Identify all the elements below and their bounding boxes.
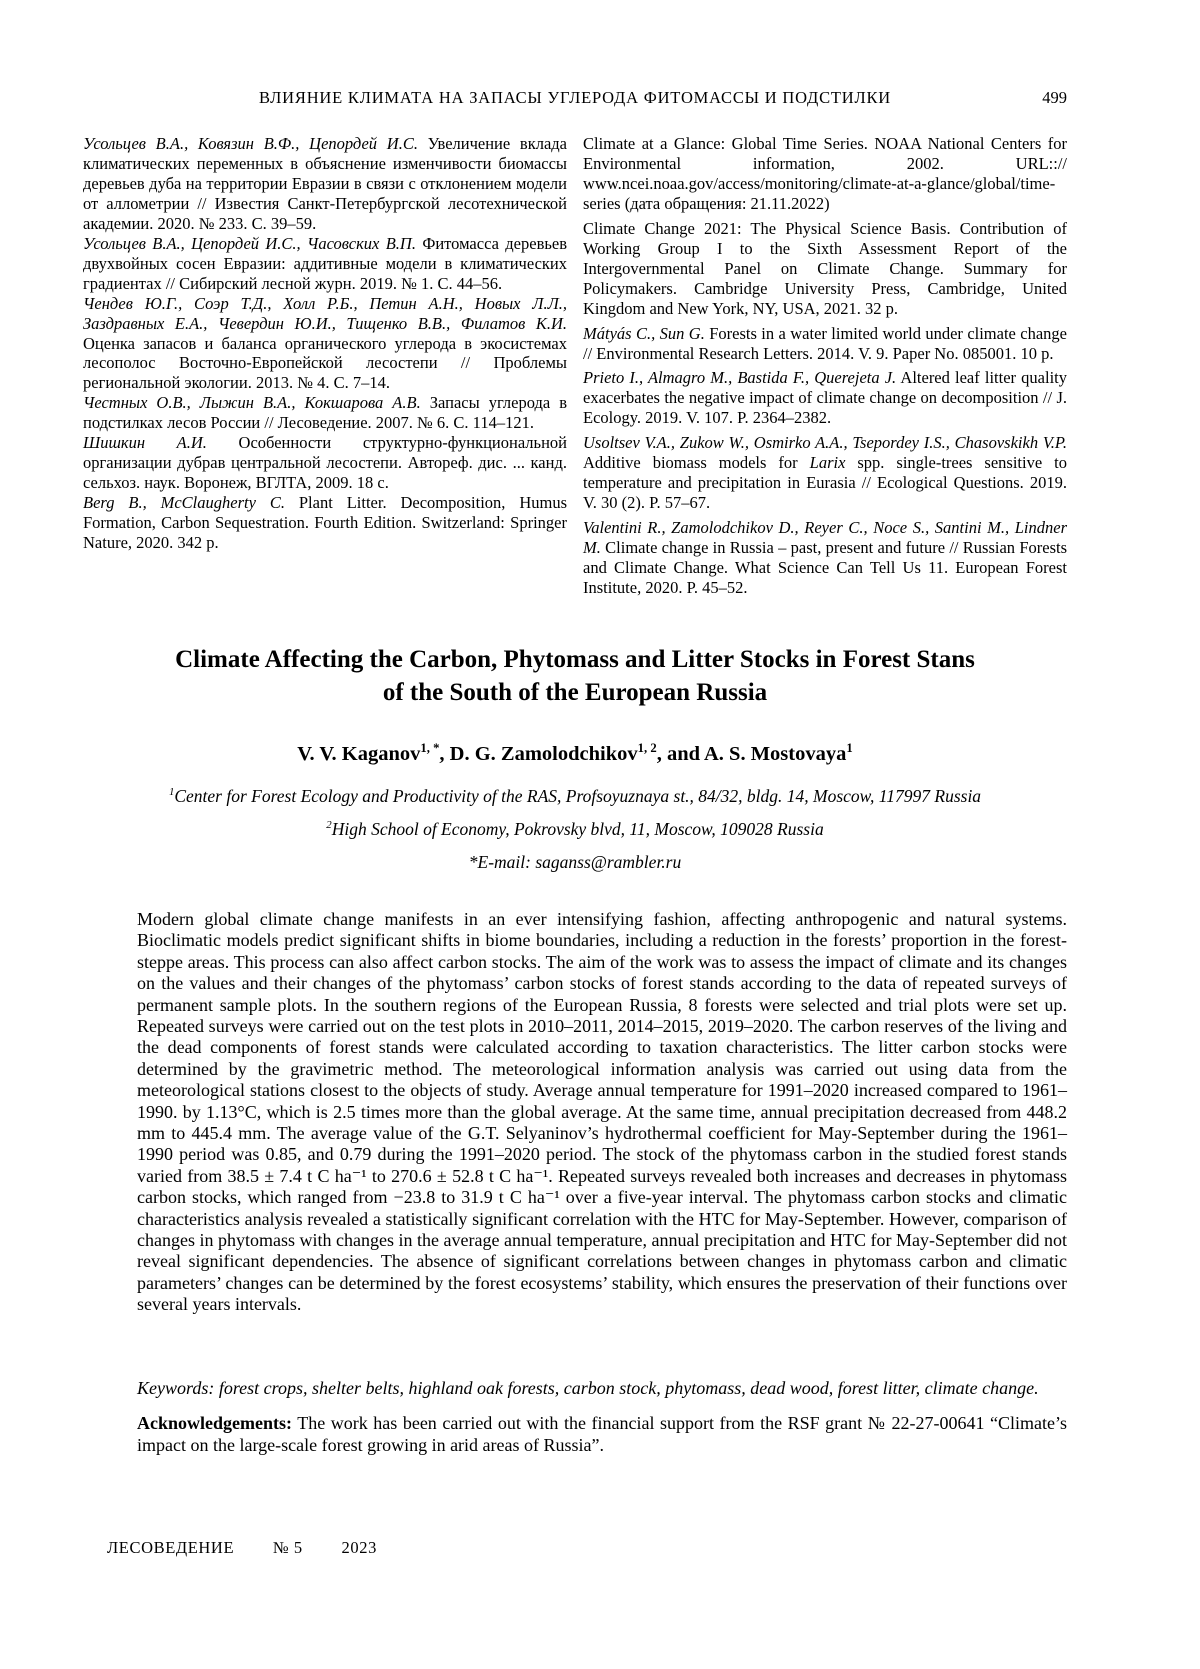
affiliation [83, 819, 1067, 840]
reference-authors: Усольцев В.А., Ковязин В.Ф., Цепордей И.С. [83, 134, 418, 153]
reference-item [83, 393, 567, 433]
article-title-line2: of the South of the European Russia [382, 678, 768, 706]
reference-text: Altered leaf litter quality exacerbates the negative impact of climate change on decomposition // J. Ecology. 2019. V. 107. P. 2364–2382. [583, 368, 1067, 428]
author-name: A. S. Mostovaya [703, 742, 847, 765]
affiliation [83, 786, 1067, 807]
reference-authors: Prieto I., Almagro M., Bastida F., Querejeta J. [583, 368, 897, 388]
author [297, 743, 449, 765]
affiliation-mark: 1 [168, 786, 175, 799]
reference-item [83, 433, 567, 493]
running-head [83, 88, 1067, 108]
reference-item [83, 294, 567, 394]
reference-text: Forests in a water limited world under climate change // Environmental Research Letters. 2014. V. 9. Paper No. 085001. 10 p. [583, 323, 1067, 363]
author [450, 743, 704, 765]
author [704, 743, 853, 765]
reference-text: Additive biomass models for [583, 453, 810, 473]
keywords-text: forest crops, shelter belts, highland oak forests, carbon stock, phytomass, dead wood, forest litter, climate change. [214, 1377, 1039, 1398]
reference-text: spp. single-trees sensitive to temperature and precipitation in Eurasia // Ecological Questions. 2019. V. 30 (2). P. 57–67. [583, 453, 1067, 513]
reference-item [83, 493, 567, 553]
article-title [83, 643, 1067, 709]
footer-journal: ЛЕСОВЕДЕНИЕ [107, 1538, 235, 1557]
affiliation-mark: 2 [326, 819, 332, 832]
affiliation-text: Center for Forest Ecology and Productivity of the RAS, Profsoyuznaya st., 84/32, bldg. 14, Moscow, 117997 Russia [174, 785, 982, 806]
authors-line [83, 743, 1067, 766]
author-name: V. V. Kaganov [297, 742, 421, 765]
author-affiliation-mark: 1 [846, 741, 853, 756]
reference-text: Plant Litter. Decomposition, Humus Formation, Carbon Sequestration. Fourth Edition. Switzerland: Springer Nature, 2020. 342 p. [83, 493, 568, 553]
author-separator: , [439, 742, 450, 765]
keywords [137, 1378, 1067, 1399]
abstract: Modern global climate change manifests in an ever intensifying fashion, affecting anthropogenic and natural systems. Bioclimatic models predict significant shifts in biome boundaries, including a reduction in the forests’ proportion in the forest-steppe areas. This process can also affect carbon stocks. The aim of the work was to assess the impact of climate and its changes on the values and their changes of the phytomass’ carbon stocks of forest stands according to the data of repeated surveys of permanent sample plots. In the southern regions of the European Russia, 8 forests were selected and trial plots were set up. Repeated surveys were carried out on the test plots in 2010–2011, 2014–2015, 2019–2020. The carbon reserves of the living and the dead components of forest stands were calculated according to taxation characteristics. The litter carbon stocks were determined by the gravimetric method. The meteorological information analysis was carried out using data from the meteorological stations closest to the objects of study. Average annual temperature for 1991–2020 increased compared to 1961–1990. by 1.13°C, which is 2.5 times more than the global average. At the same time, annual precipitation decreased from 448.2 mm to 445.4 mm. The average value of the G.T. Selyaninov’s hydrothermal coefficient for May-September during the 1961–1990 period was 0.85, and 0.79 during the 1991–2020 period. The stock of the phytomass carbon in the studied forest stands varied from 38.5 ± 7.4 t C ha⁻¹ to 270.6 ± 52.8 t C ha⁻¹. Repeated surveys revealed both increases and decreases in phytomass carbon stocks, which ranged from −23.8 to 31.9 t C ha⁻¹ over a five-year interval. The phytomass carbon stocks and climatic characteristics analysis revealed a statistically significant correlation with the HTC for May-September. However, comparison of changes in phytomass with changes in the average annual temperature, annual precipitation and HTC for May-September did not reveal significant dependencies. The absence of significant correlations between changes in phytomass carbon and climatic parameters’ changes can be determined by the forest ecosystems’ stability, which ensures the preservation of their functions over several years intervals. [137, 908, 1067, 1315]
reference-authors: Честных О.В., Лыжин В.А., Кокшарова А.В. [83, 393, 421, 413]
reference-item [583, 368, 1067, 428]
reference-authors: Usoltsev V.A., Zukow W., Osmirko A.A., Tsepordey I.S., Chasovskikh V.P. [583, 433, 1067, 453]
references-section [83, 134, 1067, 603]
author-affiliation-mark: 1, * [420, 741, 440, 756]
footer-issue: № 5 [272, 1538, 303, 1557]
footer-year: 2023 [341, 1538, 377, 1557]
reference-text: Увеличение вклада климатических переменных в объяснение изменчивости биомассы деревьев дуба на территории Евразии в связи с отклонением модели от аллометрии // Известия Санкт-Петербургской лесотехнической академии. 2020. № 233. С. 39–59. [83, 134, 567, 233]
author-separator: , and [656, 742, 704, 765]
reference-text: Climate change in Russia – past, present and future // Russian Forests and Climate Change. What Science Can Tell Us 11. European Forest Institute, 2020. P. 45–52. [583, 538, 1067, 598]
reference-item [83, 134, 567, 234]
page-footer [107, 1538, 377, 1558]
reference-item [583, 134, 1067, 214]
reference-item [583, 518, 1067, 598]
acknowledgements-text: The work has been carried out with the financial support from the RSF grant № 22-27-00641 “Climate’s impact on the large-scale forest growing in arid areas of Russia”. [137, 1413, 1067, 1455]
reference-text: Особенности структурно-функциональной организации дубрав центральной лесостепи. Автореф. дис. ... канд. сельхоз. наук. Воронеж, ВГЛТА, 2009. 18 с. [83, 433, 567, 493]
reference-text: Climate Change 2021: The Physical Science Basis. Contribution of Working Group I to the Sixth Assessment Report of the Intergovernmental Panel on Climate Change. Summary for Policymakers. Cambridge University Press, Cambridge, United Kingdom and New York, NY, USA, 2021. 32 p. [583, 218, 1067, 318]
reference-authors: Mátyás C., Sun G. [583, 323, 705, 343]
reference-text: Оценка запасов и баланса органического углерода в экосистемах лесополос Восточно-Европейской лесостепи // Проблемы региональной экологии. 2013. № 4. С. 7–14. [83, 333, 567, 393]
running-title: ВЛИЯНИЕ КЛИМАТА НА ЗАПАСЫ УГЛЕРОДА ФИТОМАССЫ И ПОДСТИЛКИ [259, 88, 891, 107]
species-name: Larix [809, 453, 846, 473]
reference-item [83, 234, 567, 294]
reference-authors: Усольцев В.А., Цепордей И.С., Часовских В.П. [83, 233, 416, 253]
article-title-line1: Climate Affecting the Carbon, Phytomass and Litter Stocks in Forest Stans [175, 645, 975, 673]
reference-authors: Чендев Ю.Г., Соэр Т.Д., Холл Р.Б., Петин А.Н., Новых Л.Л., Заздравных Е.А., Чевердин Ю.И., Тищенко В.В., Филатов К.И. [83, 293, 567, 333]
keywords-label: Keywords: [137, 1377, 215, 1398]
email-line: *E-mail: saganss@rambler.ru [468, 851, 682, 872]
references-left-column [83, 134, 567, 603]
reference-text: Фитомасса деревьев двухвойных сосен Евразии: аддитивные модели в климатических градиентах // Сибирский лесной журн. 2019. № 1. С. 44–56. [83, 233, 567, 293]
acknowledgements-label: Acknowledgements: [137, 1413, 292, 1434]
reference-authors: Шишкин А.И. [83, 433, 207, 453]
reference-item [583, 433, 1067, 513]
reference-authors: Valentini R., Zamolodchikov D., Reyer C., Noce S., Santini M., Lindner M. [583, 518, 1067, 558]
reference-item [583, 219, 1067, 319]
author-affiliation-mark: 1, 2 [637, 741, 657, 756]
affiliation-text: High School of Economy, Pokrovsky blvd, 11, Moscow, 109028 Russia [331, 818, 824, 839]
page-number: 499 [1042, 88, 1067, 107]
reference-text: Запасы углерода в подстилках лесов России // Лесоведение. 2007. № 6. С. 114–121. [83, 393, 567, 433]
acknowledgements [137, 1413, 1067, 1456]
author-name: D. G. Zamolodchikov [449, 742, 638, 765]
references-right-column [583, 134, 1067, 603]
reference-text: Climate at a Glance: Global Time Series. NOAA National Centers for Environmental information, 2002. URL::// www.ncei.noaa.gov/access/monitoring/climate-at-a-glance/global/time-series (дата обращения: 21.11.2022) [583, 134, 1067, 213]
reference-authors: Berg B., McClaugherty C. [83, 493, 285, 513]
reference-item [583, 324, 1067, 364]
